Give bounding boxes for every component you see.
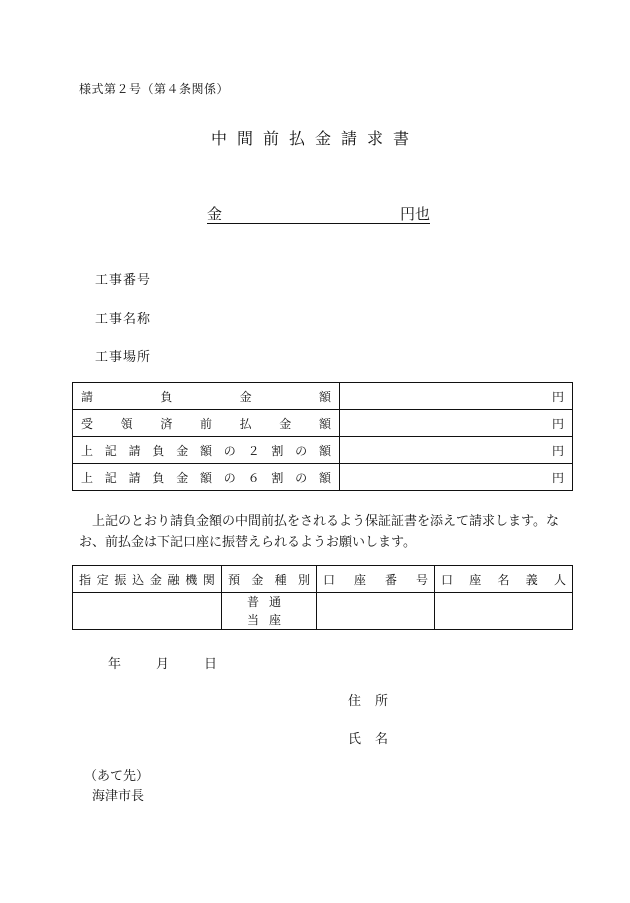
amount-label-text: 上 記 請 負 金 額 の ２ 割 の 額: [81, 443, 331, 458]
header-bank: [73, 566, 222, 593]
amount-unit: 円: [340, 383, 573, 410]
deposit-type-ordinary: 普通: [246, 595, 291, 609]
header-account-number: [317, 566, 435, 593]
addressee: 海津市長: [92, 789, 145, 804]
header-account-number-text: 口 座 番 号: [323, 572, 428, 587]
table-row: [73, 593, 573, 630]
amount-prefix: 金: [207, 205, 223, 223]
amount-unit: 円: [340, 437, 573, 464]
deposit-type-current: 当座: [246, 613, 291, 627]
amount-label: [73, 410, 340, 437]
document-title: 中間前払金請求書: [210, 129, 419, 148]
header-account-holder-text: 口 座 名 義 人: [441, 572, 566, 587]
form-number: 様式第２号（第４条関係）: [79, 82, 230, 96]
amount-label: [73, 464, 340, 491]
date-year: 年: [108, 657, 122, 672]
amount-unit: 円: [340, 464, 573, 491]
addressee-block: [84, 767, 149, 807]
amount-suffix: 円也: [399, 205, 430, 223]
amount-table: [72, 382, 573, 491]
field-construction-name: 工事名称: [95, 312, 152, 327]
bank-table: [72, 565, 573, 630]
amount-label: [73, 437, 340, 464]
header-bank-text: 指 定 振 込 金 融 機 関: [79, 572, 215, 587]
table-row: [73, 464, 573, 491]
header-account-holder: [435, 566, 573, 593]
date-month: 月: [156, 657, 170, 672]
bank-cell: [73, 593, 222, 630]
date-day: 日: [204, 657, 218, 672]
amount-label-text: 受 領 済 前 払 金 額: [81, 416, 331, 431]
field-construction-number: 工事番号: [95, 273, 152, 288]
request-paragraph: 上記のとおり請負金額の中間前払をされるよう保証証書を添えて請求します。なお、前払金は下記口座に振替えられるようお願いします。: [79, 514, 559, 550]
amount-label-text: 請 負 金 額: [81, 389, 331, 404]
name-label: 氏名: [348, 732, 403, 747]
amount-label-text: 上 記 請 負 金 額 の ６ 割 の 額: [81, 470, 331, 485]
date-line: [108, 653, 217, 672]
table-header-row: [73, 566, 573, 593]
account-holder-cell: [435, 593, 573, 630]
amount-unit: 円: [340, 410, 573, 437]
header-deposit-type-text: 預 金 種 別: [228, 572, 310, 587]
table-row: [73, 410, 573, 437]
amount-line: [207, 203, 430, 224]
table-row: [73, 383, 573, 410]
header-deposit-type: [222, 566, 317, 593]
table-row: [73, 437, 573, 464]
addressee-label: （あて先）: [84, 769, 150, 784]
address-label: 住所: [348, 694, 403, 709]
field-construction-location: 工事場所: [95, 350, 152, 365]
amount-label: [73, 383, 340, 410]
deposit-type-cell: [222, 593, 317, 630]
account-number-cell: [317, 593, 435, 630]
